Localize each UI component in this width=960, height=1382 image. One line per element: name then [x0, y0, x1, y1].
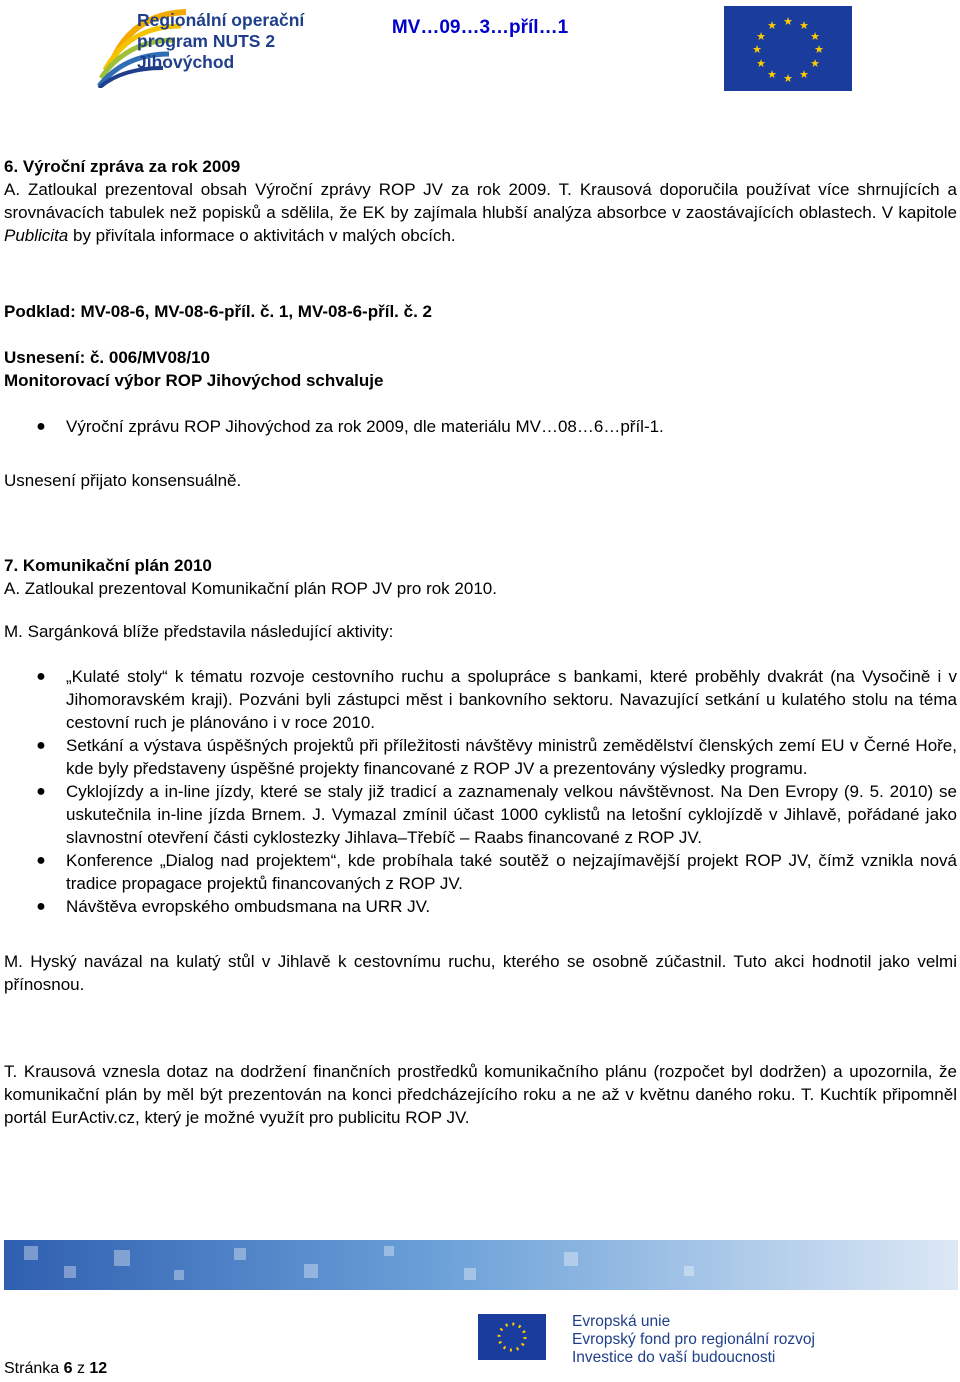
- section-6-title: 6. Výroční zpráva za rok 2009: [4, 157, 241, 176]
- bullet-icon: ●: [36, 898, 46, 915]
- page-sep: z: [72, 1360, 90, 1377]
- list-item: [4, 780, 957, 849]
- section-7-intro: A. Zatloukal prezentoval Komunikační plán ROP JV pro rok 2010.: [4, 579, 497, 598]
- page-number: [4, 1357, 107, 1380]
- page-prefix: Stránka: [4, 1360, 64, 1377]
- activities-list: [4, 665, 957, 918]
- footer-line: Investice do vaší budoucnosti: [572, 1349, 776, 1366]
- bullet-icon: ●: [36, 418, 46, 435]
- para-text: A. Zatloukal prezentoval obsah Výroční zprávy ROP JV za rok 2009. T. Krausová doporučila používat více shrnujících a srovnávacích tabulek než popisků a sdělila, že EK by zajímala hlubší analýza absorbce v zaostávajících oblastech. V kapitole: [4, 180, 957, 222]
- footer-decorative-bar: [4, 1240, 958, 1290]
- usneseni-body: Monitorovací výbor ROP Jihovýchod schvaluje: [4, 371, 384, 390]
- logo-line: Jihovýchod: [137, 52, 235, 72]
- footer-line: Evropský fond pro regionální rozvoj: [572, 1331, 815, 1348]
- bullet-icon: ●: [36, 852, 46, 869]
- para-italic-text: Publicita: [4, 226, 69, 245]
- svg-text:★: ★: [752, 43, 762, 56]
- logo-line: program NUTS 2: [137, 31, 276, 51]
- list-item-text: Návštěva evropského ombudsmana na URR JV.: [66, 897, 431, 916]
- svg-text:★: ★: [783, 15, 793, 28]
- bullet-icon: ●: [36, 783, 46, 800]
- para-text: by přivítala informace o aktivitách v malých obcích.: [68, 226, 456, 245]
- usneseni-bullet-list: [4, 415, 957, 438]
- podklad-line: Podklad: MV-08-6, MV-08-6-příl. č. 1, MV-08-6-příl. č. 2: [4, 302, 432, 321]
- eu-flag-icon: [724, 6, 852, 91]
- svg-text:★: ★: [814, 43, 824, 56]
- document-code: MV…09…3…příl…1: [391, 17, 569, 38]
- footer-eu-text: [572, 1313, 815, 1367]
- document-body: [4, 155, 957, 1129]
- list-item: [4, 665, 957, 734]
- svg-text:★: ★: [783, 72, 793, 85]
- list-item-text: Setkání a výstava úspěšných projektů při příležitosti návštěvy ministrů zemědělství členských zemí EU v Černé Hoře, kde byly představeny úspěšné projekty financované z ROP JV a prezentovány výsledky programu.: [66, 736, 957, 778]
- page-current: 6: [63, 1360, 73, 1377]
- svg-text:★: ★: [810, 30, 820, 43]
- svg-text:★: ★: [799, 19, 809, 32]
- hysky-paragraph: M. Hyský navázal na kulatý stůl v Jihlavě k cestovnímu ruchu, kterého se osobně zúčastnil. Tuto akci hodnotil jako velmi přínosnou.: [4, 952, 957, 994]
- bullet-icon: ●: [36, 737, 46, 754]
- svg-text:★: ★: [767, 68, 777, 81]
- svg-text:★: ★: [756, 30, 766, 43]
- list-item: [4, 415, 957, 438]
- svg-text:★: ★: [810, 57, 820, 70]
- sargankova-intro: M. Sargánková blíže představila následující aktivity:: [4, 622, 394, 641]
- svg-text:★: ★: [799, 68, 809, 81]
- section-6-paragraph: [4, 178, 957, 247]
- section-7-title: 7. Komunikační plán 2010: [4, 556, 212, 575]
- list-item-text: Výroční zprávu ROP Jihovýchod za rok 2009, dle materiálu MV…08…6…příl-1.: [66, 417, 664, 436]
- bullet-icon: ●: [36, 668, 46, 685]
- list-item-text: „Kulaté stoly“ k tématu rozvoje cestovního ruchu a spolupráce s bankami, které proběhly dvakrát (na Vysočině i v Jihomoravském kraji). Pozváni byli zástupci měst i bankovního sektoru. Navazující setkání u kulatého stolu na téma cestovní ruch je plánováno i v roce 2010.: [66, 667, 957, 732]
- svg-text:★: ★: [756, 57, 766, 70]
- list-item-text: Konference „Dialog nad projektem“, kde probíhala také soutěž o nejzajímavější projekt ROP JV, čímž vznikla nová tradice propagace projektů financovaných z ROP JV.: [66, 851, 957, 893]
- list-item-text: Cyklojízdy a in-line jízdy, které se staly již tradicí a zaznamenaly velkou návštěvnost. Na Den Evropy (9. 5. 2010) se uskutečnila in-line jízda Brnem. J. Vymazal zmínil účast 1000 cyklistů na letošní cyklojízdě v Jihlavě, pořádané jako slavnostní otevření části cyklostezky Jihlava–Třebíč – Raabs financované z ROP JV.: [66, 782, 957, 847]
- footer-line: Evropská unie: [572, 1313, 671, 1330]
- list-item: [4, 895, 957, 918]
- logo-line: Regionální operační: [137, 10, 305, 30]
- list-item: [4, 734, 957, 780]
- page-total: 12: [89, 1360, 108, 1377]
- krausova-paragraph: T. Krausová vznesla dotaz na dodržení finančních prostředků komunikačního plánu (rozpočet byl dodržen) a upozornila, že komunikační plán by měl být prezentován na konci předcházejícího roku a ne až v květnu daného roku. T. Kuchtík připomněl portál EurActiv.cz, který je možné využít pro publicitu ROP JV.: [4, 1062, 957, 1127]
- usneseni-number: Usnesení: č. 006/MV08/10: [4, 348, 211, 367]
- eu-flag-icon: [478, 1314, 546, 1360]
- resolution-text: Usnesení přijato konsensuálně.: [4, 471, 242, 490]
- svg-text:★: ★: [767, 19, 777, 32]
- list-item: [4, 849, 957, 895]
